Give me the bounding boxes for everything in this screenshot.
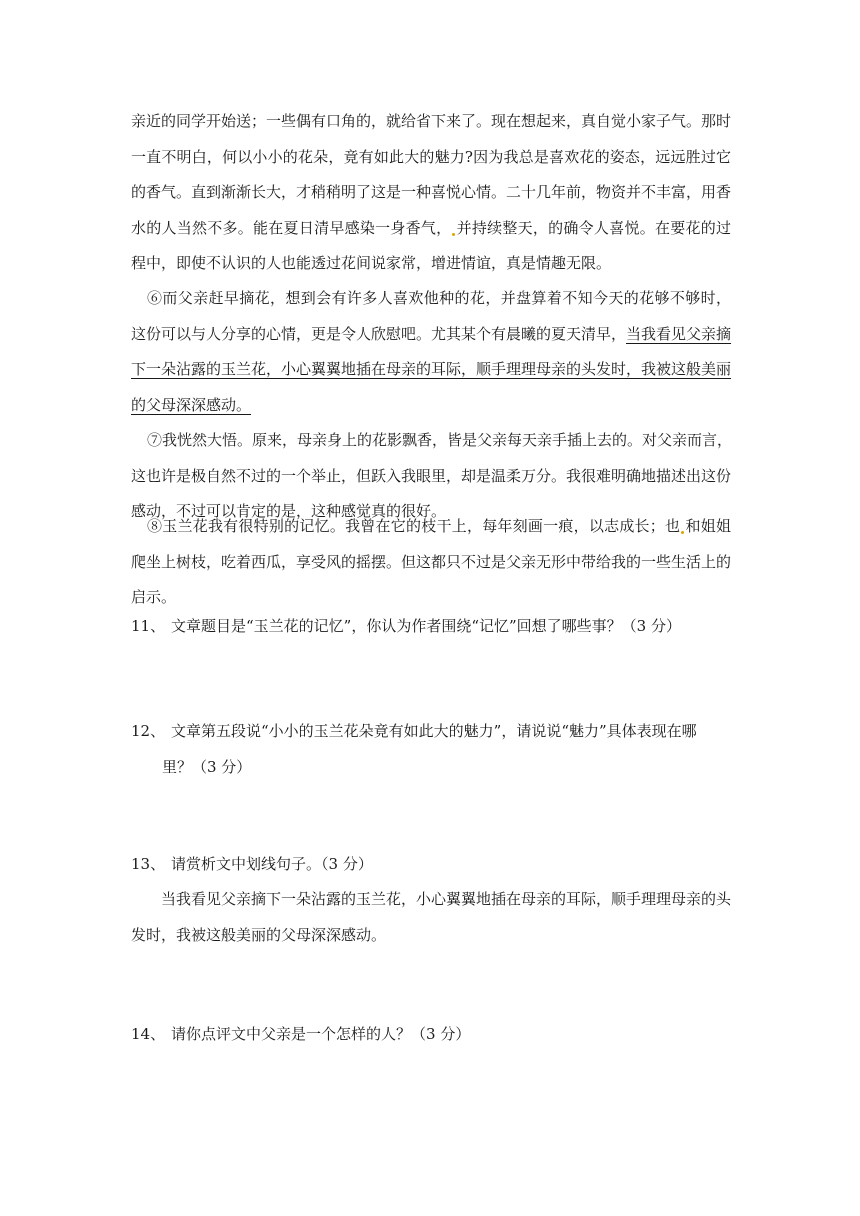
text-line: ⑦我恍然大悟。原来，母亲身上的花影飘香，皆是父亲每天亲手插上去的。对父亲而言，: [147, 431, 733, 449]
question-number: 13、: [131, 855, 166, 873]
text-line: 程中，即使不认识的人也能透过花间说家常，增进情谊，真是情趣无限。: [131, 254, 612, 272]
text-segment: 水的人当然不多。能在夏日清早感染一身香气，: [131, 218, 452, 237]
text-line: 这也许是极自然不过的一个举止，但跃入我眼里，却是温柔万分。我很难明确地描述出这份: [131, 466, 732, 485]
edit-mark-icon: [452, 233, 455, 236]
text-line: 启示。: [131, 588, 177, 606]
text-segment: ⑧玉兰花我有很特别的记忆。我曾在它的枝干上，每年刻画一痕，以志成长；也: [147, 517, 681, 535]
text-segment: 并持续整天，的确令人喜悦。在要花的过: [456, 218, 731, 237]
text-line: [131, 317, 731, 353]
question-text: 文章题目是“玉兰花的记忆”，你认为作者围绕“记忆”回想了哪些事？（3 分）: [171, 617, 681, 635]
text-line: [131, 211, 731, 247]
question-number: 14、: [131, 1025, 166, 1043]
text-line: 亲近的同学开始送；一些偶有口角的，就给省下来了。现在想起来，真自觉小家子气。那时: [131, 112, 732, 130]
paragraph-6: [131, 281, 731, 423]
quote-line: 当我看见父亲摘下一朵沾露的玉兰花，小心翼翼地插在母亲的耳际，顺手理理母亲的头: [161, 890, 732, 908]
question-number: 12、: [131, 722, 166, 740]
question-text: 文章第五段说“小小的玉兰花朵竟有如此大的魅力”，请说说“魅力”具体表现在哪: [171, 722, 697, 740]
paragraph-8: [131, 509, 731, 616]
underlined-sentence-line: 的父母深深感动。: [131, 395, 252, 414]
question-text-continued: 里？（3 分）: [162, 757, 252, 776]
question-number: 11、: [131, 617, 166, 635]
underlined-sentence: 当我看见父亲摘: [626, 324, 732, 343]
question-14: [131, 1017, 731, 1053]
underlined-sentence-line: 下一朵沾露的玉兰花，小心翼翼地插在母亲的耳际，顺手理理母亲的头发时，我被这般美丽: [131, 360, 732, 378]
text-line: 一直不明白，何以小小的花朵，竟有如此大的魅力?因为我总是喜欢花的姿态，远远胜过它: [131, 147, 731, 166]
question-text: 请你点评文中父亲是一个怎样的人？（3 分）: [171, 1025, 471, 1043]
text-line: [131, 509, 731, 545]
text-segment: 这份可以与人分享的心情，更是令人欣慰吧。尤其某个有晨曦的夏天清早，: [131, 324, 627, 343]
question-13: [131, 847, 731, 883]
text-segment: 和姐姐: [685, 517, 731, 535]
question-13-quoted-sentence: [131, 882, 731, 953]
paragraph-5-continuation: [131, 104, 731, 282]
text-line: 感动，不过可以肯定的是，这种感觉真的很好。: [131, 502, 447, 520]
quote-line: 发时，我被这般美丽的父母深深感动。: [131, 925, 387, 944]
question-text: 请赏析文中划线句子。（3 分）: [171, 855, 373, 873]
question-11: [131, 609, 731, 645]
text-line: 的香气。直到渐渐长大，才稍稍明了这是一种喜悦心情。二十几年前，物资并不丰富，用香: [131, 183, 732, 201]
question-12: [131, 714, 731, 785]
text-line: 爬坐上树枝，吃着西瓜，享受风的摇摆。但这都只不过是父亲无形中带给我的一些生活上的: [131, 552, 732, 571]
edit-mark-icon: [681, 531, 684, 534]
text-line: ⑥而父亲赶早摘花，想到会有许多人喜欢他种的花，并盘算着不知今天的花够不够时，: [147, 289, 731, 307]
